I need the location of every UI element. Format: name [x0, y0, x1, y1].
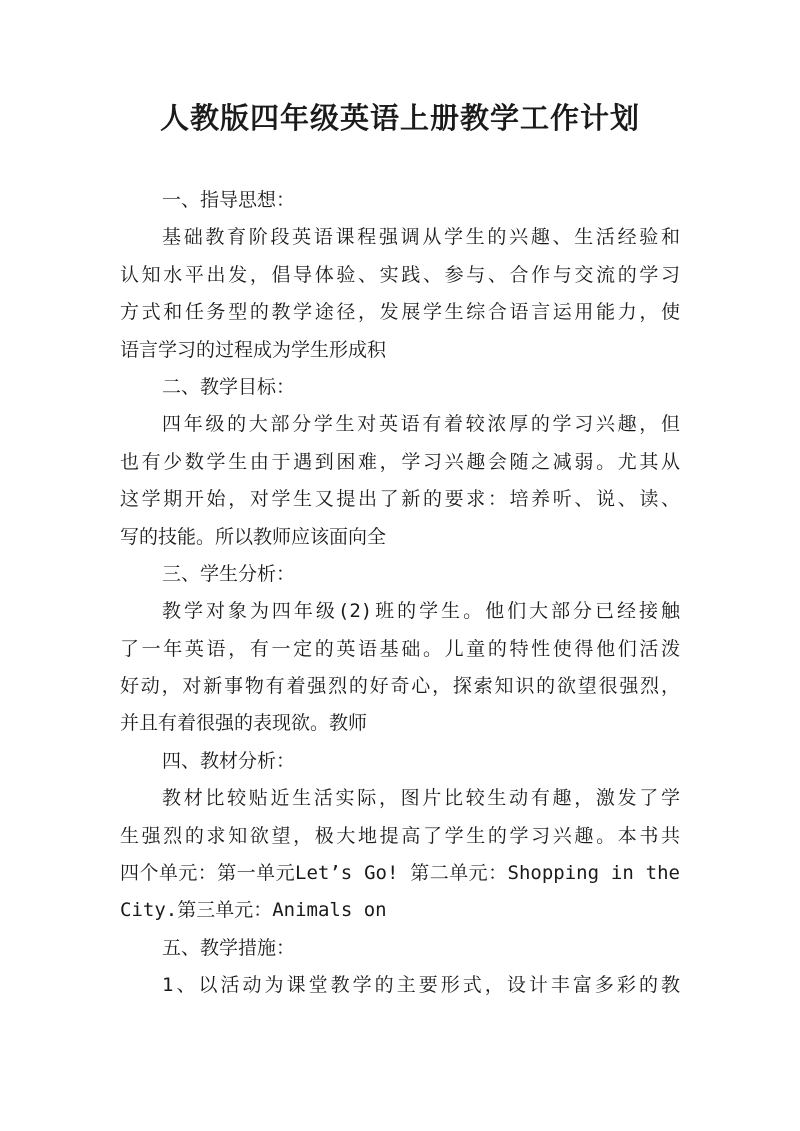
paragraph-line: 方式和任务型的教学途径，发展学生综合语言运用能力，使	[120, 301, 680, 324]
section-teaching-measures	[120, 930, 680, 1005]
paragraph-line: 生强烈的求知欲望，极大地提高了学生的学习兴趣。本书共	[120, 824, 680, 847]
section-heading: 三、学生分析：	[162, 562, 296, 585]
section-teaching-goals	[120, 369, 680, 556]
paragraph-line: 这学期开始，对学生又提出了新的要求：培养听、说、读、	[120, 488, 680, 511]
paragraph-line: City.第三单元：Animals on	[120, 899, 387, 922]
paragraph-line: 教学对象为四年级(2)班的学生。他们大部分已经接触	[162, 600, 680, 623]
paragraph-line: 教材比较贴近生活实际，图片比较生动有趣，激发了学	[162, 787, 680, 810]
document-body	[120, 182, 680, 1005]
paragraph-line: 四个单元：第一单元Let’s Go! 第二单元：Shopping in the	[120, 862, 680, 885]
paragraph-line: 好动，对新事物有着强烈的好奇心，探索知识的欲望很强烈，	[120, 675, 680, 698]
paragraph-line: 了一年英语，有一定的英语基础。儿童的特性使得他们活泼	[120, 637, 680, 660]
section-heading: 二、教学目标：	[162, 375, 296, 398]
section-heading: 五、教学措施：	[162, 936, 296, 959]
paragraph-line: 并且有着很强的表现欲。教师	[120, 712, 368, 735]
section-student-analysis	[120, 556, 680, 743]
paragraph-line: 四年级的大部分学生对英语有着较浓厚的学习兴趣，但	[162, 413, 680, 436]
section-heading: 一、指导思想：	[162, 189, 296, 211]
paragraph-line: 1、以活动为课堂教学的主要形式，设计丰富多彩的教	[162, 974, 680, 997]
section-guiding-thought	[120, 182, 680, 369]
paragraph-line: 认知水平出发，倡导体验、实践、参与、合作与交流的学习	[120, 263, 680, 286]
paragraph-line: 也有少数学生由于遇到困难，学习兴趣会随之减弱。尤其从	[120, 450, 680, 473]
paragraph-line: 基础教育阶段英语课程强调从学生的兴趣、生活经验和	[162, 226, 680, 249]
paragraph-line: 语言学习的过程成为学生形成积	[120, 338, 387, 361]
section-textbook-analysis	[120, 743, 680, 930]
document-title: 人教版四年级英语上册教学工作计划	[159, 101, 640, 135]
section-heading: 四、教材分析：	[162, 749, 296, 772]
paragraph-line: 写的技能。所以教师应该面向全	[120, 525, 387, 548]
